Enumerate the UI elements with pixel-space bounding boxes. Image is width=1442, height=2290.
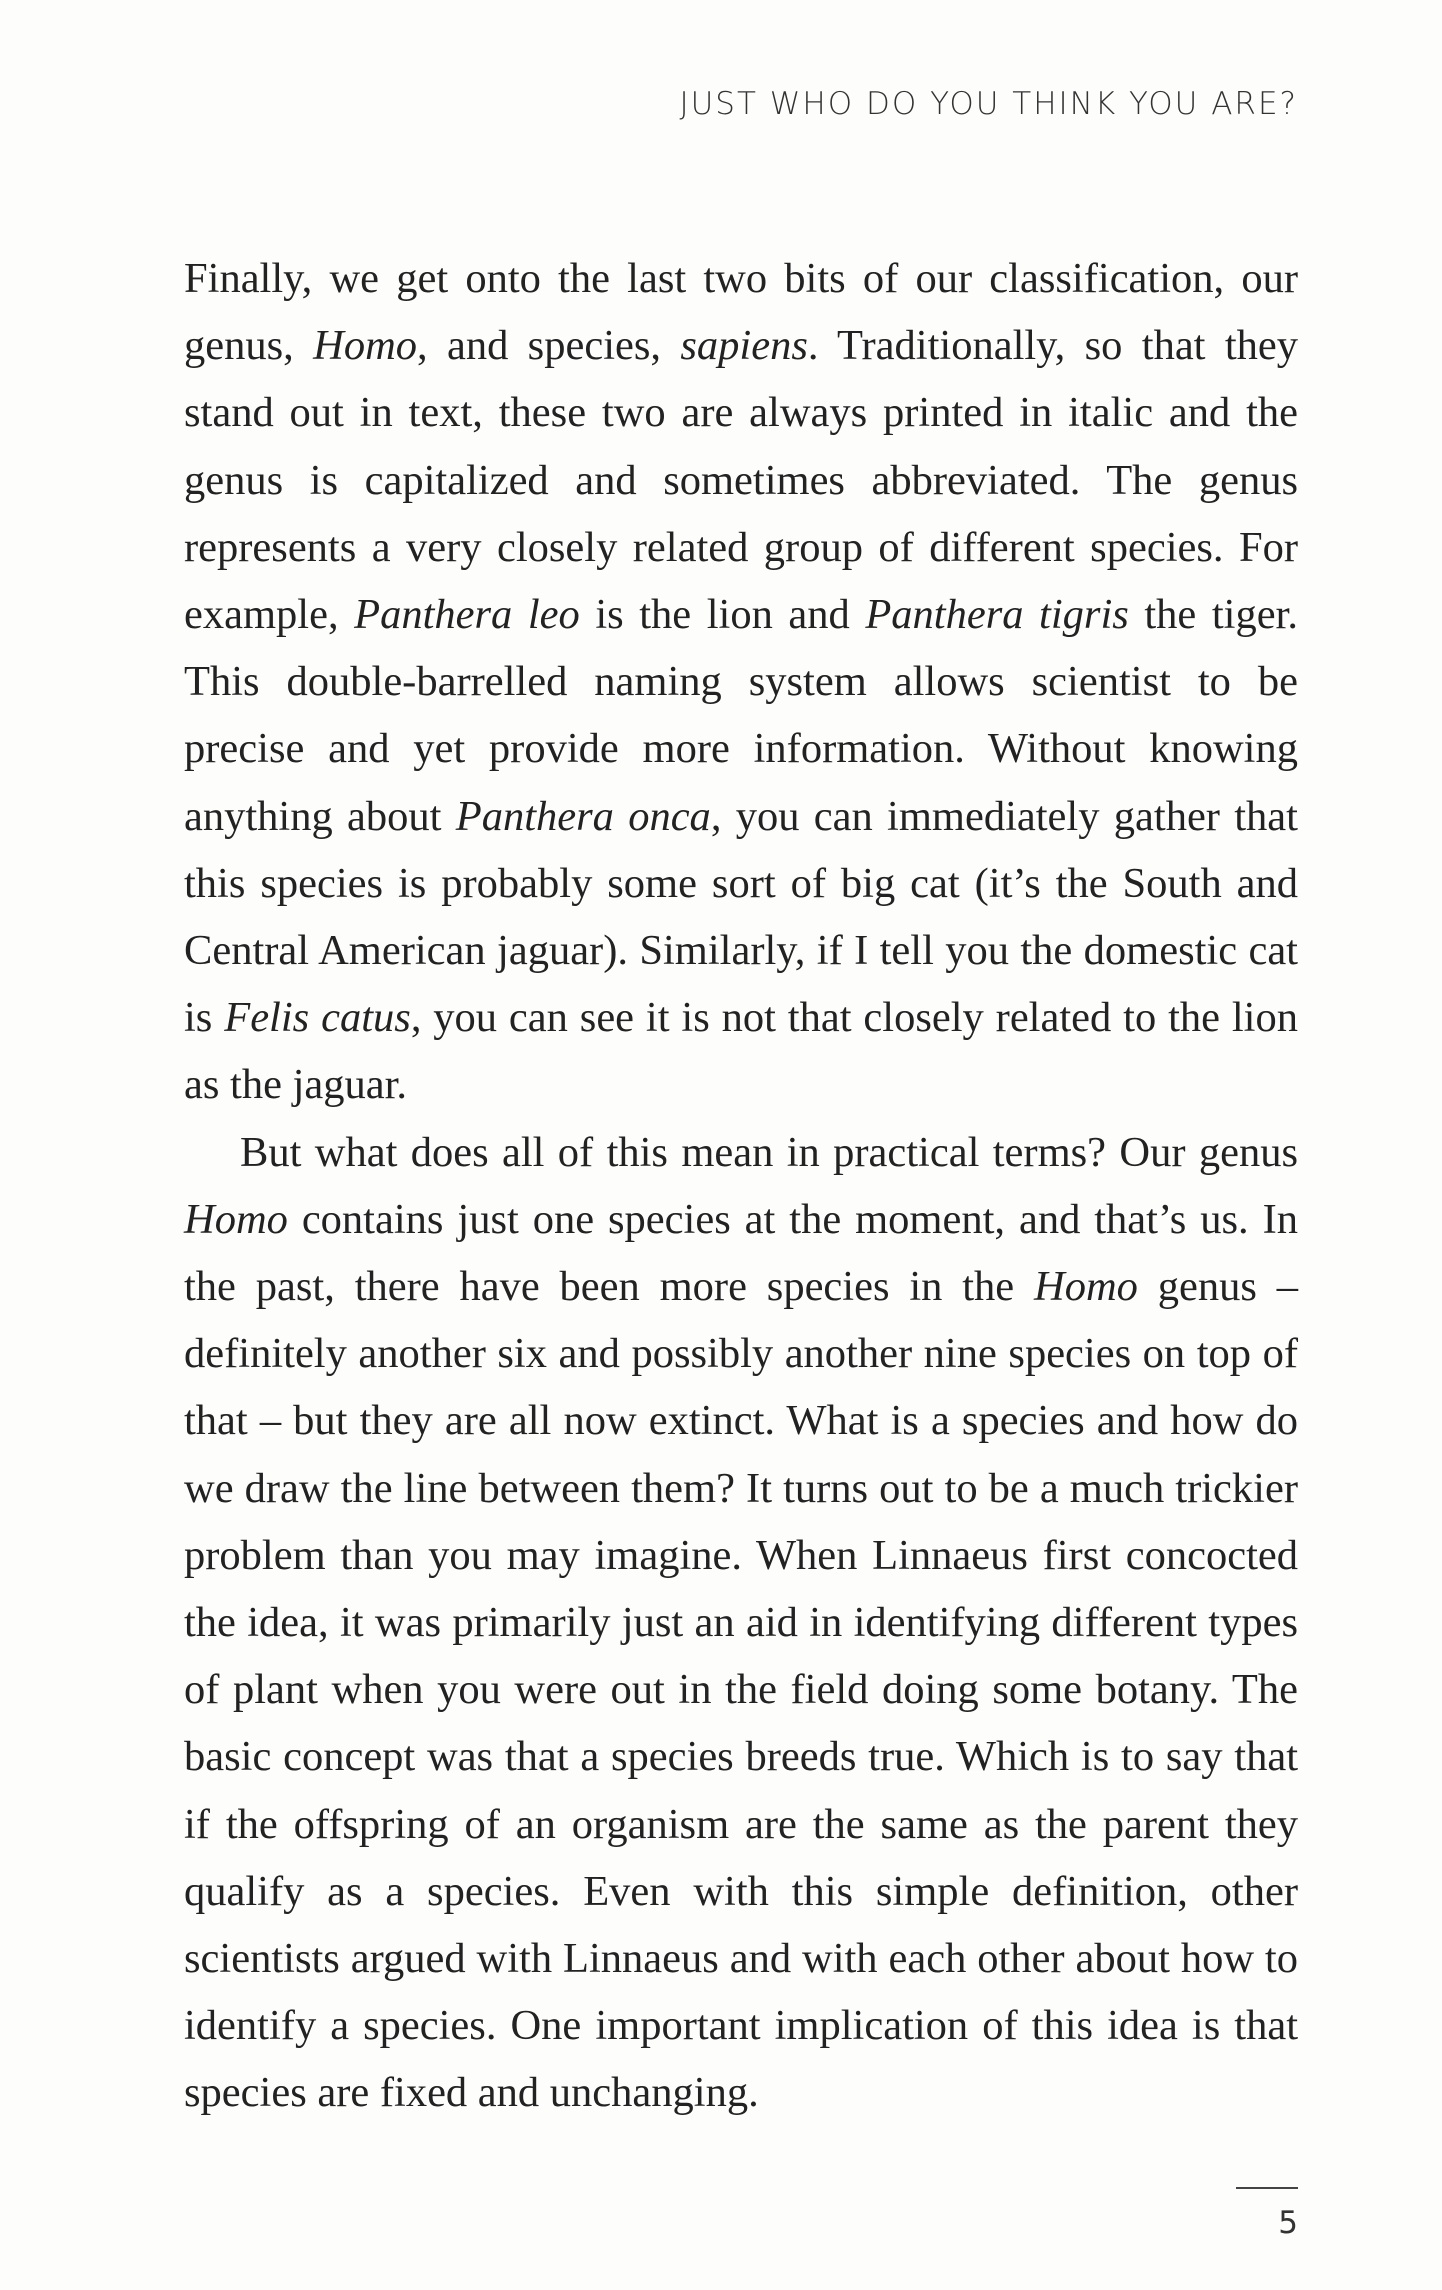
text-segment: . Traditionally, so that they stand out in text, these two are always printed in italic and the genus is capitalized and sometimes abbreviated. The genus represents a very closely related group of different species. For example, [184,322,1298,639]
text-segment: Finally, we get onto the last two bits of our classification, our genus, [184,255,1298,370]
text-segment: , you can immediately gather that this species is probably some sort of big cat (it’s the South and Central American jaguar). Similarly, if I tell you the domestic cat is [184,792,1298,1042]
text-segment: is the lion and [579,591,866,639]
text-segment: genus – definitely another six and possibly another nine species on top of that – but they are all now extinct. What is a species and how do we draw the line between them? It turns out to be a much trickier problem than you may imagine. When Linnaeus first concocted the idea, it was primarily just an aid in identifying different types of plant when you were out in the field doing some botany. The basic concept was that a species breeds true. Which is to say that if the offspring of an organism are the same as the parent they qualify as a species. Even with this simple definition, other scientists argued with Linnaeus and with each other about how to identify a species. One important implication of this idea is that species are fixed and unchanging. [184,1263,1298,2117]
text-segment: , you can see it is not that closely related to the lion as the jaguar. [184,994,1298,1109]
body-text [184,245,1298,2127]
italic-term: Felis catus [224,994,411,1042]
text-segment: the tiger. This double-barrelled naming system allows scientist to be precise and yet provide more information. Without knowing anything about [184,591,1298,840]
italic-term: Panthera onca [455,792,711,840]
italic-term: Panthera leo [354,591,580,639]
text-segment: contains just one species at the moment, and that’s us. In the past, there have been more species in the [184,1195,1298,1311]
italic-term: Panthera tigris [865,591,1129,639]
text-segment: , and species, [417,322,681,370]
text-segment: But what does all of this mean in practical terms? Our genus [240,1128,1298,1176]
italic-term: Homo [1034,1263,1138,1311]
paragraph-1 [184,245,1298,1119]
page-number: 5 [1278,2205,1298,2241]
running-head: JUST WHO DO YOU THINK YOU ARE? [679,86,1298,122]
footer-rule [1236,2187,1298,2189]
italic-term: Homo [184,1195,288,1243]
italic-term: sapiens [680,322,808,370]
paragraph-2 [184,1119,1298,2127]
italic-term: Homo [313,322,418,370]
